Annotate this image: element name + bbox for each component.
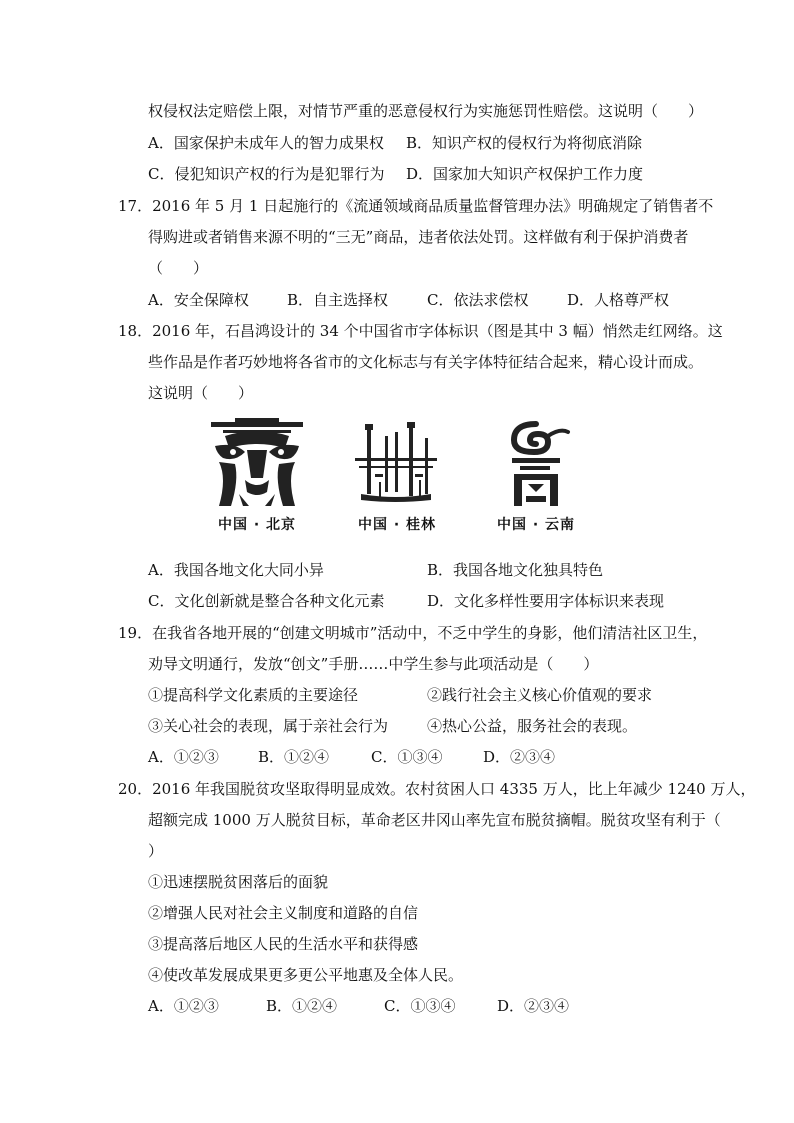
q19-statement-3: ③关心社会的表现，属于亲社会行为 (148, 717, 389, 735)
q20-option-c: C．①③④ (384, 997, 456, 1015)
q18-option-b: B．我国各地文化独具特色 (427, 561, 604, 579)
q17-stem-line-1: 17．2016 年 5 月 1 日起施行的《流通领域商品质量监督管理办法》明确规定了销售者不 (118, 197, 714, 215)
yunnan-logo-icon (484, 418, 588, 510)
q17-stem-line-3: （ ） (148, 259, 209, 277)
guilin-caption: 中国 · 桂林 (357, 517, 437, 533)
q20-option-a: A．①②③ (148, 997, 219, 1015)
q17-option-b: B．自主选择权 (287, 291, 389, 309)
q19-option-a: A．①②③ (148, 748, 219, 766)
q20-stem-line-2: 超额完成 1000 万人脱贫目标，革命老区井冈山率先宣布脱贫摘帽。脱贫攻坚有利于（ (148, 811, 721, 829)
q18-stem-line-2: 些作品是作者巧妙地将各省市的文化标志与有关字体特征结合起来，精心设计而成。 (148, 353, 704, 371)
q16-option-b: B．知识产权的侵权行为将彻底消除 (406, 134, 643, 152)
q19-option-b: B．①②④ (258, 748, 330, 766)
q19-option-d: D．②③④ (483, 748, 556, 766)
q16-stem: 权侵权法定赔偿上限，对情节严重的恶意侵权行为实施惩罚性赔偿。这说明（ ） (148, 102, 704, 120)
q16-option-d: D．国家加大知识产权保护工作力度 (406, 165, 644, 183)
guilin-logo (342, 418, 452, 540)
q17-stem-line-2: 得购进或者销售来源不明的“三无”商品，违者依法处罚。这样做有利于保护消费者 (148, 228, 689, 246)
q17-option-d: D．人格尊严权 (567, 291, 670, 309)
q20-statement-1: ①迅速摆脱贫困落后的面貌 (148, 873, 329, 891)
q19-option-c: C．①③④ (371, 748, 443, 766)
q18-stem-line-3: 这说明（ ） (148, 384, 254, 402)
yunnan-caption: 中国 · 云南 (496, 517, 576, 533)
q20-stem-line-3: ） (148, 842, 164, 860)
q19-statement-1: ①提高科学文化素质的主要途径 (148, 686, 359, 704)
q16-option-a: A．国家保护未成年人的智力成果权 (148, 134, 384, 152)
yunnan-logo (481, 418, 591, 540)
beijing-logo-icon (205, 418, 309, 510)
beijing-caption: 中国 · 北京 (217, 517, 297, 533)
q19-statement-2: ②践行社会主义核心价值观的要求 (427, 686, 653, 704)
q20-statement-4: ④使改革发展成果更多更公平地惠及全体人民。 (148, 966, 464, 984)
q20-option-b: B．①②④ (266, 997, 338, 1015)
guilin-logo-icon (345, 418, 449, 510)
q17-option-c: C．依法求偿权 (427, 291, 529, 309)
q20-statement-3: ③提高落后地区人民的生活水平和获得感 (148, 935, 419, 953)
q20-statement-2: ②增强人民对社会主义制度和道路的自信 (148, 904, 419, 922)
q18-option-d: D．文化多样性要用字体标识来表现 (427, 592, 665, 610)
q19-stem-line-1: 19．在我省各地开展的“创建文明城市”活动中，不乏中学生的身影，他们清洁社区卫生， (118, 624, 708, 642)
q16-option-c: C．侵犯知识产权的行为是犯罪行为 (148, 165, 385, 183)
q18-stem-line-1: 18．2016 年，石昌鸿设计的 34 个中国省市字体标识（图是其中 3 幅）悄然走红网络。这 (118, 322, 723, 340)
q20-stem-line-1: 20．2016 年我国脱贫攻坚取得明显成效。农村贫困人口 4335 万人，比上年减少 1240 万人， (118, 780, 756, 798)
q17-option-a: A．安全保障权 (148, 291, 249, 309)
q19-stem-line-2: 劝导文明通行，发放“创文”手册……中学生参与此项活动是（ ） (148, 655, 599, 673)
q19-statement-4: ④热心公益，服务社会的表现。 (427, 717, 638, 735)
q18-option-a: A．我国各地文化大同小异 (148, 561, 324, 579)
q20-option-d: D．②③④ (497, 997, 570, 1015)
q18-option-c: C．文化创新就是整合各种文化元素 (148, 592, 385, 610)
beijing-logo (202, 418, 312, 540)
